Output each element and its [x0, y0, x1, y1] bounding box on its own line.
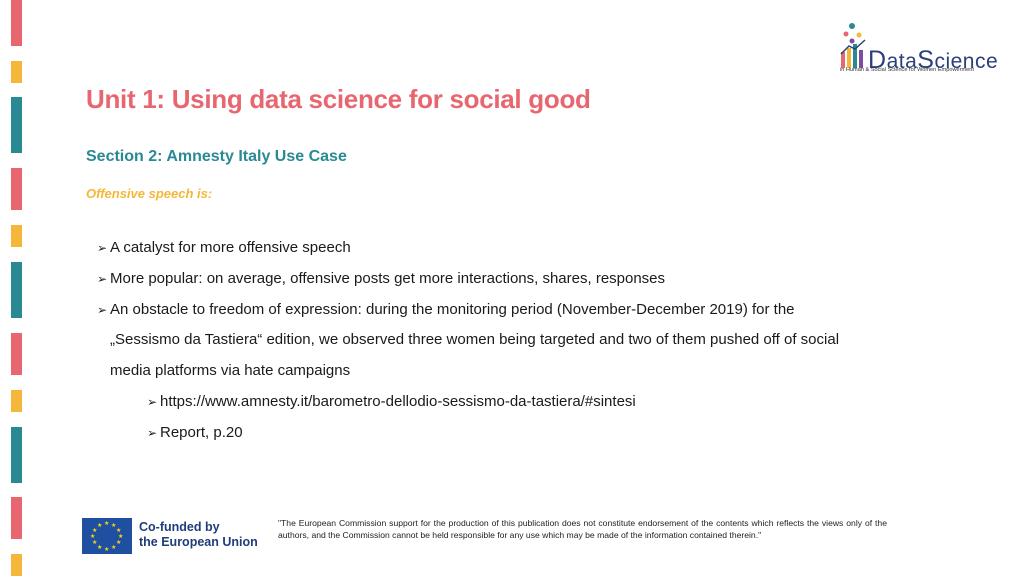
arrow-bullet-icon: ➢ [147, 426, 158, 440]
arrow-bullet-icon: ➢ [97, 272, 108, 286]
stripe-pink [11, 168, 22, 210]
logo-tagline: in Human & Social Science for Women Empowerment [840, 67, 974, 73]
sub-bullet-item: ➢ Report, p.20 [147, 424, 243, 441]
sub-bullet-link[interactable]: ➢ https://www.amnesty.it/barometro-dellodio-sessismo-da-tastiera/#sintesi [147, 393, 636, 410]
stripe-yellow [11, 554, 22, 576]
stripe-teal [11, 97, 22, 153]
eu-flag-icon: ★ ★ ★ ★ ★ ★ ★ ★ ★ ★ ★ ★ [82, 518, 132, 554]
stripe-pink [11, 333, 22, 375]
stripe-yellow [11, 390, 22, 412]
stripe-teal [11, 427, 22, 483]
arrow-bullet-icon: ➢ [147, 395, 158, 409]
logo-mark-icon [838, 22, 868, 70]
disclaimer-text: "The European Commission support for the production of this publication does not constitute endorsement of the contents which reflects the views only of the authors, and the Commission cannot be held responsible for any use which may be made of the information contained therein." [278, 518, 887, 540]
slide-title: Unit 1: Using data science for social good [86, 84, 591, 114]
stripe-teal [11, 262, 22, 318]
arrow-bullet-icon: ➢ [97, 303, 108, 317]
sub-heading: Offensive speech is: [86, 186, 213, 201]
bullet-item: ➢ A catalyst for more offensive speech [97, 239, 351, 256]
bullet-continuation: „Sessismo da Tastiera“ edition, we observed three women being targeted and two of them pushed off of social [110, 331, 840, 348]
arrow-bullet-icon: ➢ [97, 241, 108, 255]
datascience-logo [838, 22, 1008, 78]
eu-cofunded-label: Co-funded by the European Union [139, 520, 258, 549]
bullet-continuation: media platforms via hate campaigns [110, 362, 351, 379]
stripe-pink [11, 0, 22, 46]
section-heading: Section 2: Amnesty Italy Use Case [86, 148, 347, 165]
stripe-yellow [11, 225, 22, 247]
bullet-item: ➢ An obstacle to freedom of expression: during the monitoring period (November-December 2019) for the [97, 301, 795, 318]
logo-wordmark: DataScience [868, 46, 999, 74]
stripe-pink [11, 497, 22, 539]
bullet-item: ➢ More popular: on average, offensive posts get more interactions, shares, responses [97, 270, 666, 287]
stripe-yellow [11, 61, 22, 83]
